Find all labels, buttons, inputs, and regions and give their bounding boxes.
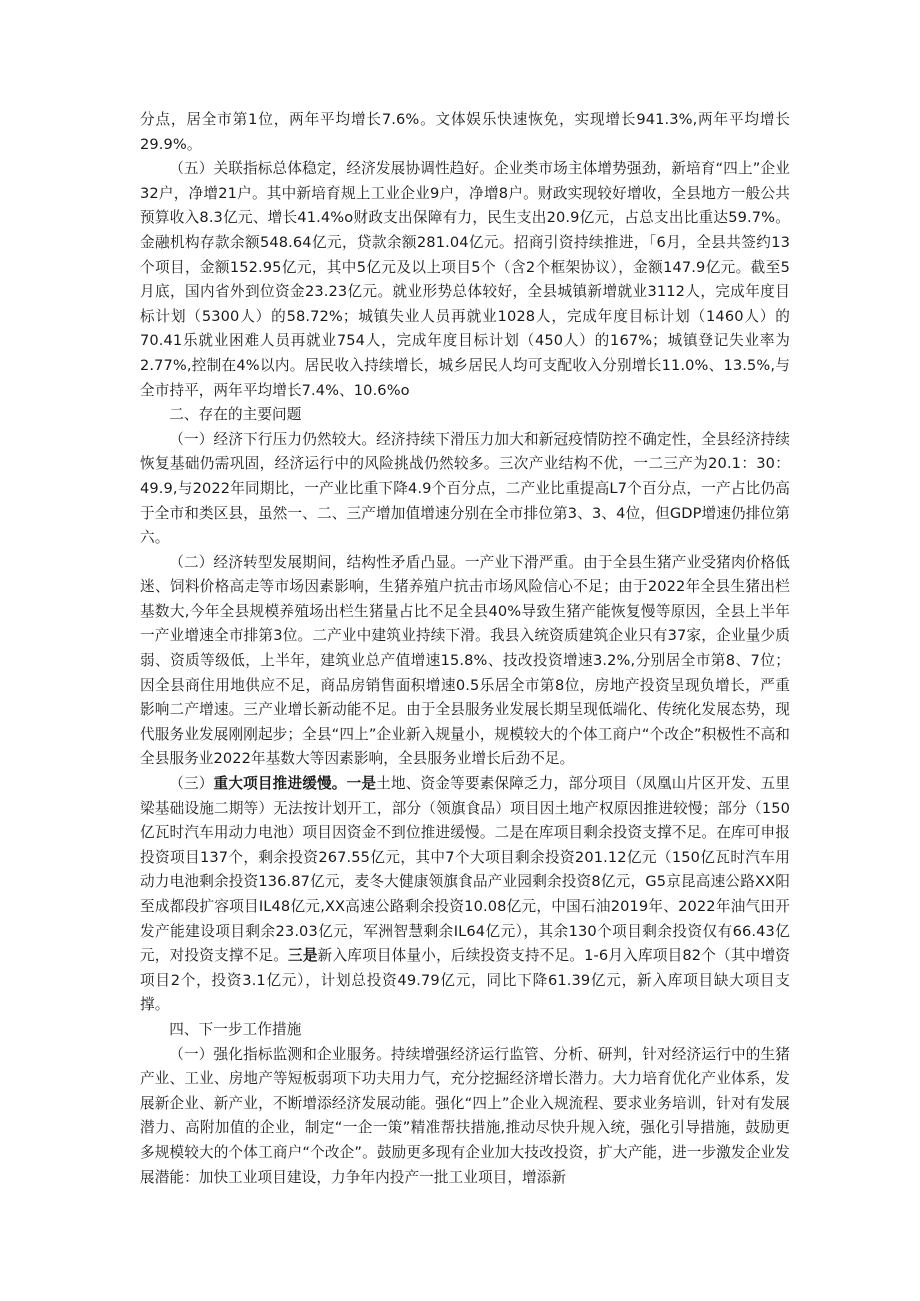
paragraph-major-projects bbox=[140, 772, 790, 1018]
paragraph-text-2: 新入库项目体量小，后续投资支持不足。1-6月入库项目82个（其中增资项目2个，投资3.1亿元），计划总投资49.79亿元，同比下降61.39亿元，新入库项目缺大项目支撑。 bbox=[140, 947, 790, 1014]
paragraph-related-indicators: （五）关联指标总体稳定，经济发展协调性趋好。企业类市场主体增势强劲，新培育“四上”企业32户，净增21户。其中新培育规上工业企业9户，净增8户。财政实现较好增收，全县地方一般公共预算收入8.3亿元、增长41.4%o财政支出保障有力，民生支出20.9亿元，占总支出比重达59.7%。金融机构存款余额548.64亿元，贷款余额281.04亿元。招商引资持续推进，「6月，全县共签约13个项目，金额152.95亿元，其中5亿元及以上项目5个（含2个框架协议），金额147.9亿元。截至5月底，国内省外到位资金23.23亿元。就业形势总体较好，全县城镇新增就业3112人，完成年度目标计划（5300人）的58.72%；城镇失业人员再就业1028人，完成年度目标计划（1460人）的70.41乐就业困难人员再就业754人，完成年度目标计划（450人）的167%；城镇登记失业率为2.77%,控制在4%以内。居民收入持续增长，城乡居民人均可支配收入分别增长11.0%、13.5%,与全市持平，两年平均增长7.4%、10.6%o bbox=[140, 160, 790, 399]
paragraph-downward-pressure: （一）经济下行压力仍然较大。经济持续下滑压力加大和新冠疫情防控不确定性，全县经济持续恢复基础仍需巩固，经济运行中的风险挑战仍然较多。三次产业结构不优，一二三产为20.1：30：49.9,与2022年同期比，一产业比重下降4.9个百分点，二产业比重提高L7个百分点，一产占比仍高于全市和类区县，虽然一、二、三产增加值增速分别在全市排位第3、3、4位，但GDP增速仍排位第六。 bbox=[140, 430, 790, 547]
paragraph-prefix: （三） bbox=[169, 775, 214, 793]
bold-lead-1: 重大项目推进缓慢。一是 bbox=[213, 775, 377, 793]
bold-lead-2: 三是 bbox=[288, 947, 318, 965]
paragraph-text-1: 土地、资金等要素保障乏力，部分项目（凤凰山片区开发、五里梁基础设施二期等）无法按计划开工，部分（领旗食品）项目因土地产权原因推进较慢；部分（150亿瓦时汽车用动力电池）项目因资金不到位推进缓慢。二是在库项目剩余投资支撑不足。在库可申报投资项目137个，剩余投资267.55亿元，其中7个大项目剩余投资201.12亿元（150亿瓦时汽车用动力电池剩余投资136.87亿元，麦冬大健康领旗食品产业园剩余投资8亿元，G5京昆高速公路XX阳至成都段扩容项目IL48亿元,XX高速公路剩余投资10.08亿元，中国石油2019年、2022年油气田开发产能建设项目剩余23.03亿元，军洲智慧剩余IL64亿元），其余130个项目剩余投资仅有66.43亿元，对投资支撑不足。 bbox=[140, 775, 790, 965]
section-heading-next-steps: 四、下一步工作措施 bbox=[169, 1020, 302, 1038]
paragraph-monitoring-services: （一）强化指标监测和企业服务。持续增强经济运行监管、分析、研判，针对经济运行中的生猪产业、工业、房地产等短板弱项下功夫用力气，充分挖掘经济增长潜力。大力培育优化产业体系，发展新企业、新产业，不断增添经济发展动能。强化“四上”企业入规流程、要求业务培训，针对有发展潜力、高附加值的企业，制定“一企一策”精准帮扶措施,推动尽快升规入统，强化引导措施，鼓励更多规模较大的个体工商户“个改企”。鼓励更多现有企业加大技改投资，扩大产能，进一步激发企业发展潜能：加快工业项目建设，力争年内投产一批工业项目，增添新 bbox=[140, 1045, 790, 1186]
paragraph-continuation: 分点，居全市第1位，两年平均增长7.6%。文体娱乐快速恢免，实现增长941.3%,两年平均增长29.9%。 bbox=[140, 111, 790, 153]
document-body bbox=[140, 108, 790, 1190]
section-heading-problems: 二、存在的主要问题 bbox=[169, 406, 302, 424]
paragraph-structural-contradictions: （二）经济转型发展期间，结构性矛盾凸显。一产业下滑严重。由于全县生猪产业受猪肉价格低迷、饲料价格高走等市场因素影响，生猪养殖户抗击市场风险信心不足；由于2022年全县生猪出栏基数大,今年全县规模养殖场出栏生猪量占比不足全县40%导致生猪产能恢复慢等原因，全县上半年一产业增速全市排第3位。二产业中建筑业持续下滑。我县入统资质建筑企业只有37家，企业量少质弱、资质等级低，上半年，建筑业总产值增速15.8%、技改投资增速3.2%,分别居全市第8、7位；因全县商住用地供应不足，商品房销售面积增速0.5乐居全市第8位，房地产投资呈现负增长，严重影响二产增速。三产业增长新动能不足。由于全县服务业发展长期呈现低端化、传统化发展态势，现代服务业发展刚刚起步；全县“四上”企业新入规量小，规模较大的个体工商户“个改企”积极性不高和全县服务业2022年基数大等因素影响，全县服务业增长后劲不足。 bbox=[140, 553, 790, 768]
